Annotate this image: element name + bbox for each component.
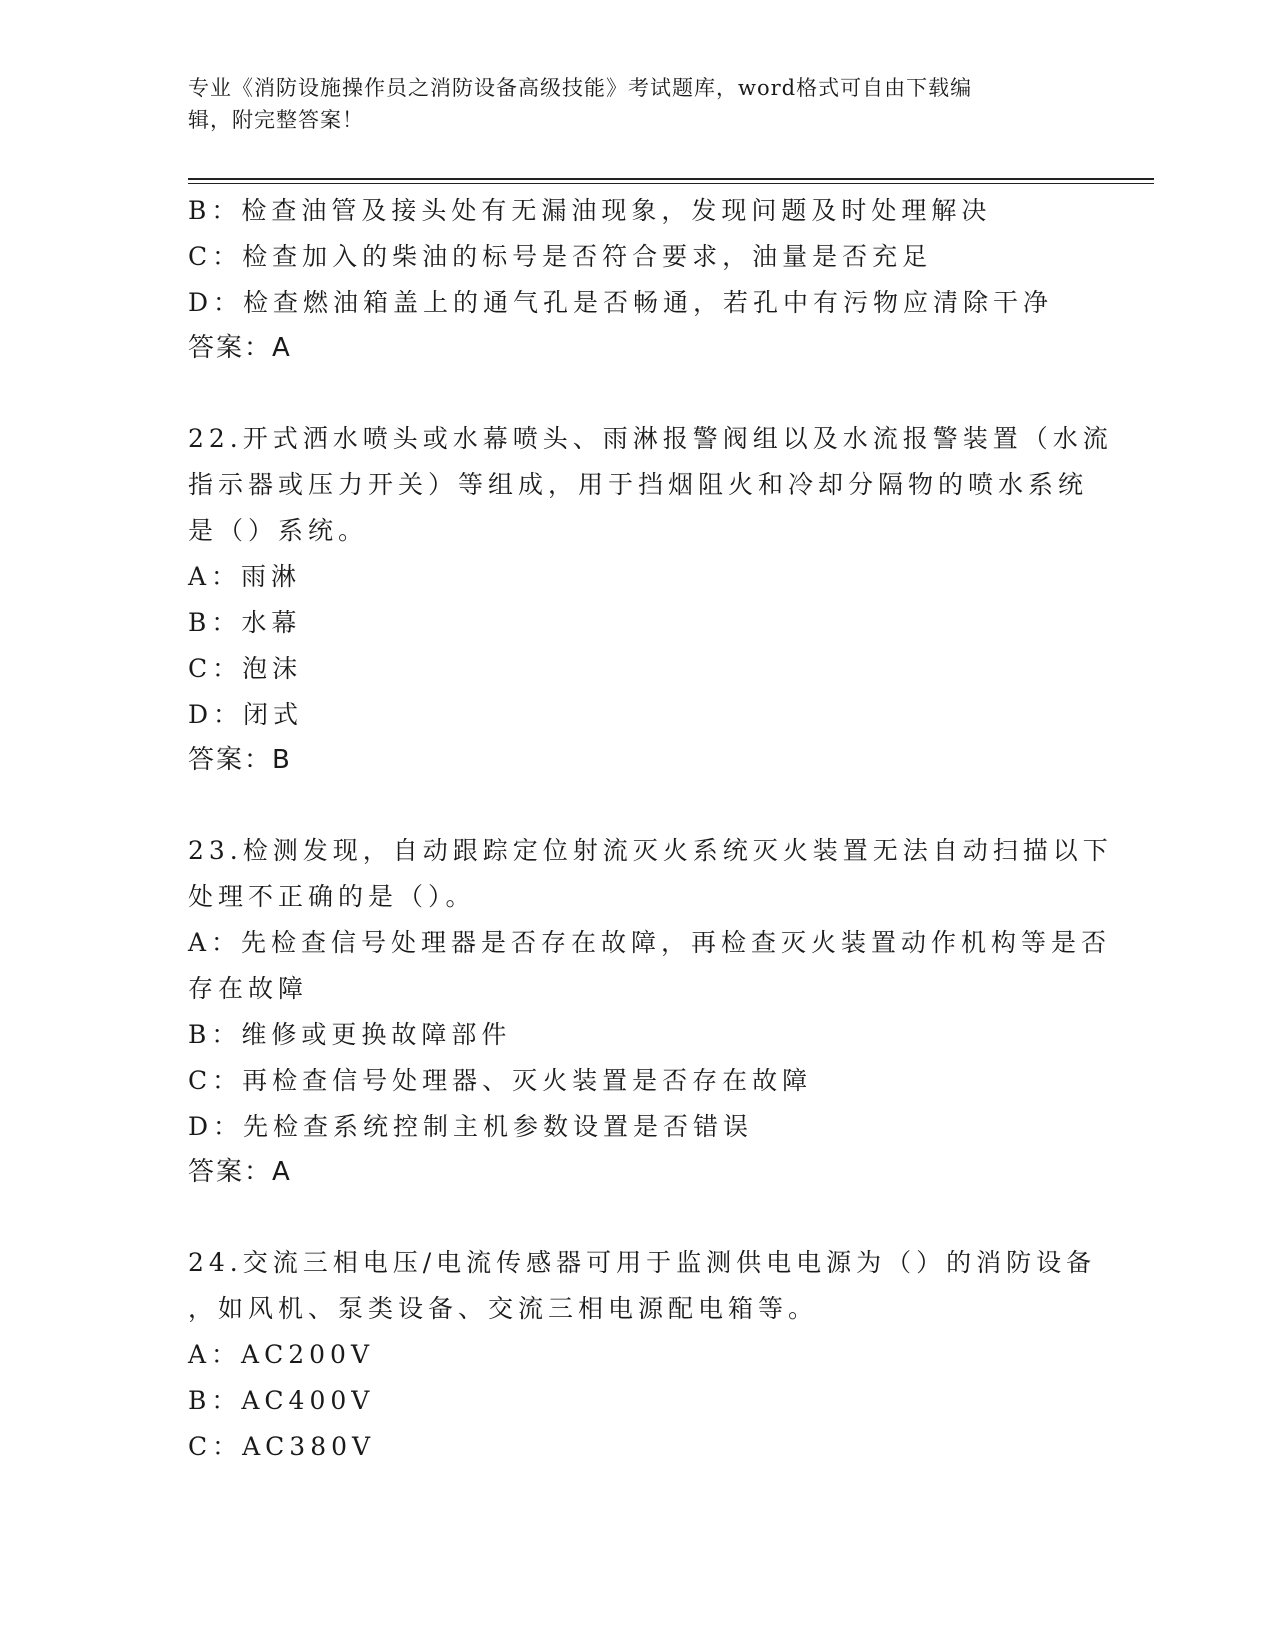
answer-label: 答案：A	[188, 333, 292, 363]
spacer	[188, 370, 1088, 416]
option-c: C：泡沫	[188, 654, 303, 683]
question-stem-line: 22.开式洒水喷头或水幕喷头、雨淋报警阀组以及水流报警装置（水流	[188, 424, 1113, 453]
question-stem-line: ，如风机、泵类设备、交流三相电源配电箱等。	[188, 1294, 819, 1323]
answer-label: 答案：B	[188, 745, 292, 775]
header-divider-thin	[188, 183, 1154, 184]
option-a: A：AC200V	[188, 1340, 375, 1369]
header-line-2: 辑，附完整答案！	[188, 108, 364, 132]
question-22	[188, 416, 1113, 782]
option-a-continued: 存在故障	[188, 974, 309, 1003]
header-divider	[188, 178, 1154, 180]
option-a: A：雨淋	[188, 562, 302, 591]
header-note	[188, 72, 1068, 136]
question-stem-line: 指示器或压力开关）等组成，用于挡烟阻火和冷却分隔物的喷水系统	[188, 470, 1089, 499]
spacer	[188, 782, 1088, 828]
header-line-1: 专业《消防设施操作员之消防设备高级技能》考试题库，word格式可自由下载编	[188, 76, 973, 100]
question-list	[188, 188, 1113, 1470]
question-stem-line: 23.检测发现，自动跟踪定位射流灭火系统灭火装置无法自动扫描以下	[188, 836, 1113, 865]
option-d: D：闭式	[188, 700, 304, 729]
answer-label: 答案：A	[188, 1157, 292, 1187]
question-21-continued	[188, 188, 1088, 370]
option-d: D：检查燃油箱盖上的通气孔是否畅通，若孔中有污物应清除干净	[188, 288, 1054, 317]
spacer	[188, 1194, 1088, 1240]
question-stem-line: 是（）系统。	[188, 516, 369, 545]
question-23	[188, 828, 1113, 1194]
option-b: B：AC400V	[188, 1386, 375, 1415]
question-24	[188, 1240, 1097, 1470]
option-c: C：检查加入的柴油的标号是否符合要求，油量是否充足	[188, 242, 933, 271]
option-c: C：AC380V	[188, 1432, 376, 1461]
question-stem-line: 处理不正确的是（）。	[188, 882, 476, 911]
option-b: B：维修或更换故障部件	[188, 1020, 512, 1049]
option-b: B：水幕	[188, 608, 302, 637]
option-d: D：先检查系统控制主机参数设置是否错误	[188, 1112, 754, 1141]
option-b: B：检查油管及接头处有无漏油现象，发现问题及时处理解决	[188, 196, 992, 225]
option-c: C：再检查信号处理器、灭火装置是否存在故障	[188, 1066, 813, 1095]
option-a: A：先检查信号处理器是否存在故障，再检查灭火装置动作机构等是否	[188, 928, 1112, 957]
question-stem-line: 24.交流三相电压/电流传感器可用于监测供电电源为（）的消防设备	[188, 1248, 1097, 1277]
